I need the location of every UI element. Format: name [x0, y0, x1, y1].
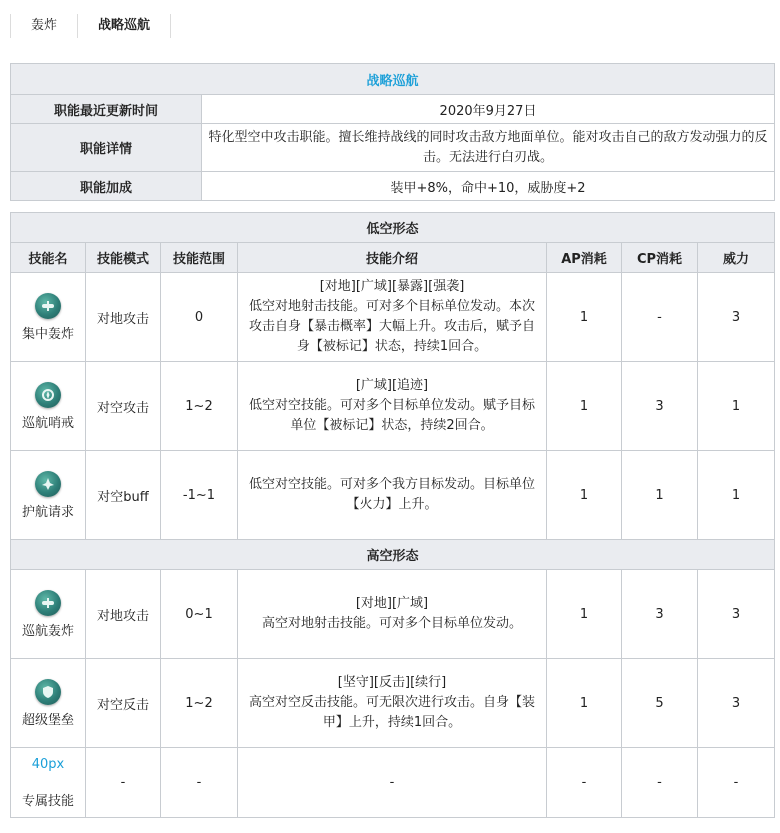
- skill-desc-text: 低空对空技能。可对多个目标单位发动。赋予目标单位【被标记】状态，持续2回合。: [248, 398, 535, 433]
- skill-row: [11, 362, 775, 451]
- skill-power: 1: [698, 451, 775, 540]
- skill-range: -1~1: [161, 451, 238, 540]
- skill-name-cell: [11, 451, 86, 540]
- skill-name-cell: [11, 570, 86, 659]
- skill-power: 3: [698, 570, 775, 659]
- skill-desc: [238, 362, 547, 451]
- skill-range: 1~2: [161, 362, 238, 451]
- skill-desc-text: 低空对空技能。可对多个我方目标发动。目标单位【火力】上升。: [248, 477, 535, 512]
- skill-name: 专属技能: [21, 793, 74, 809]
- skill-row: [11, 451, 775, 540]
- role-bonus-value: 装甲+8%，命中+10，威胁度+2: [202, 172, 775, 201]
- skill-tags: [对地][广域]: [355, 596, 429, 611]
- role-detail-label: 职能详情: [11, 124, 202, 172]
- skill-cp: 3: [622, 362, 698, 451]
- skill-name: 巡航轰炸: [21, 623, 74, 639]
- update-time-label: 职能最近更新时间: [11, 95, 202, 124]
- skill-mode: 对空攻击: [86, 362, 161, 451]
- low-altitude-title: 低空形态: [11, 213, 775, 243]
- skill-cp: -: [622, 748, 698, 818]
- role-info-table: [10, 63, 775, 201]
- bomb-icon[interactable]: [35, 293, 61, 319]
- skill-range: -: [161, 748, 238, 818]
- skill-cp: 5: [622, 659, 698, 748]
- tab-bombing[interactable]: 轰炸: [10, 14, 78, 38]
- patrol-icon[interactable]: [35, 382, 61, 408]
- skill-name-cell: [11, 748, 86, 818]
- skill-desc-text: 高空对地射击技能。可对多个目标单位发动。: [261, 616, 522, 631]
- skill-cp: -: [622, 273, 698, 362]
- skill-mode: 对空反击: [86, 659, 161, 748]
- skill-desc-text: 低空对地射击技能。可对多个目标单位发动。本次攻击自身【暴击概率】大幅上升。攻击后，赋予自身【被标记】状态，持续1回合。: [248, 299, 535, 354]
- skill-power: -: [698, 748, 775, 818]
- skill-mode: 对空buff: [86, 451, 161, 540]
- skill-ap: 1: [547, 570, 622, 659]
- skill-range: 0~1: [161, 570, 238, 659]
- exclusive-skill-row: [11, 748, 775, 818]
- skill-desc-text: 高空对空反击技能。可无限次进行攻击。自身【装甲】上升，持续1回合。: [248, 695, 535, 730]
- skill-ap: 1: [547, 362, 622, 451]
- skill-ap: -: [547, 748, 622, 818]
- role-bonus-label: 职能加成: [11, 172, 202, 201]
- skill-desc: [238, 659, 547, 748]
- header-skill-name: 技能名: [11, 243, 86, 273]
- skill-desc: [238, 451, 547, 540]
- role-detail-value: 特化型空中攻击职能。擅长维持战线的同时攻击敌方地面单位。能对攻击自己的敌方发动强力的反击。无法进行白刃战。: [202, 124, 775, 172]
- skill-range: 1~2: [161, 659, 238, 748]
- skills-header-row: [11, 243, 775, 273]
- skill-mode: 对地攻击: [86, 273, 161, 362]
- skill-tags: [对地][广域][暴露][强袭]: [319, 279, 465, 294]
- skill-name-cell: [11, 273, 86, 362]
- bomb-icon[interactable]: [35, 590, 61, 616]
- skill-ap: 1: [547, 451, 622, 540]
- skill-power: 1: [698, 362, 775, 451]
- skill-mode: 对地攻击: [86, 570, 161, 659]
- header-skill-range: 技能范围: [161, 243, 238, 273]
- skill-cp: 3: [622, 570, 698, 659]
- skill-cp: 1: [622, 451, 698, 540]
- skill-name: 巡航哨戒: [21, 415, 74, 431]
- skill-mode: -: [86, 748, 161, 818]
- header-skill-desc: 技能介绍: [238, 243, 547, 273]
- escort-icon[interactable]: [35, 471, 61, 497]
- tab-strategic-cruise[interactable]: 战略巡航: [78, 14, 171, 38]
- tab-bar: [10, 14, 171, 40]
- skill-ap: 1: [547, 273, 622, 362]
- skill-desc: -: [238, 748, 547, 818]
- skill-row: [11, 273, 775, 362]
- skills-table: [10, 212, 775, 818]
- high-altitude-title: 高空形态: [11, 540, 775, 570]
- header-ap-cost: AP消耗: [547, 243, 622, 273]
- skill-desc: [238, 570, 547, 659]
- skill-desc: [238, 273, 547, 362]
- skill-tags: [坚守][反击][续行]: [337, 675, 447, 690]
- skill-name-cell: [11, 362, 86, 451]
- skill-ap: 1: [547, 659, 622, 748]
- skill-name: 超级堡垒: [21, 712, 74, 728]
- header-cp-cost: CP消耗: [622, 243, 698, 273]
- skill-name: 集中轰炸: [21, 326, 74, 342]
- skill-tags: [广域][追迹]: [355, 378, 429, 393]
- skill-row: [11, 570, 775, 659]
- header-power: 威力: [698, 243, 775, 273]
- fortress-icon[interactable]: [35, 679, 61, 705]
- skill-range: 0: [161, 273, 238, 362]
- skill-power: 3: [698, 273, 775, 362]
- skill-name: 护航请求: [21, 504, 74, 520]
- role-title: 战略巡航: [11, 64, 775, 95]
- skill-power: 3: [698, 659, 775, 748]
- header-skill-mode: 技能模式: [86, 243, 161, 273]
- skill-name-cell: [11, 659, 86, 748]
- skill-row: [11, 659, 775, 748]
- update-time-value: 2020年9月27日: [202, 95, 775, 124]
- exclusive-skill-link[interactable]: 40px: [31, 756, 65, 772]
